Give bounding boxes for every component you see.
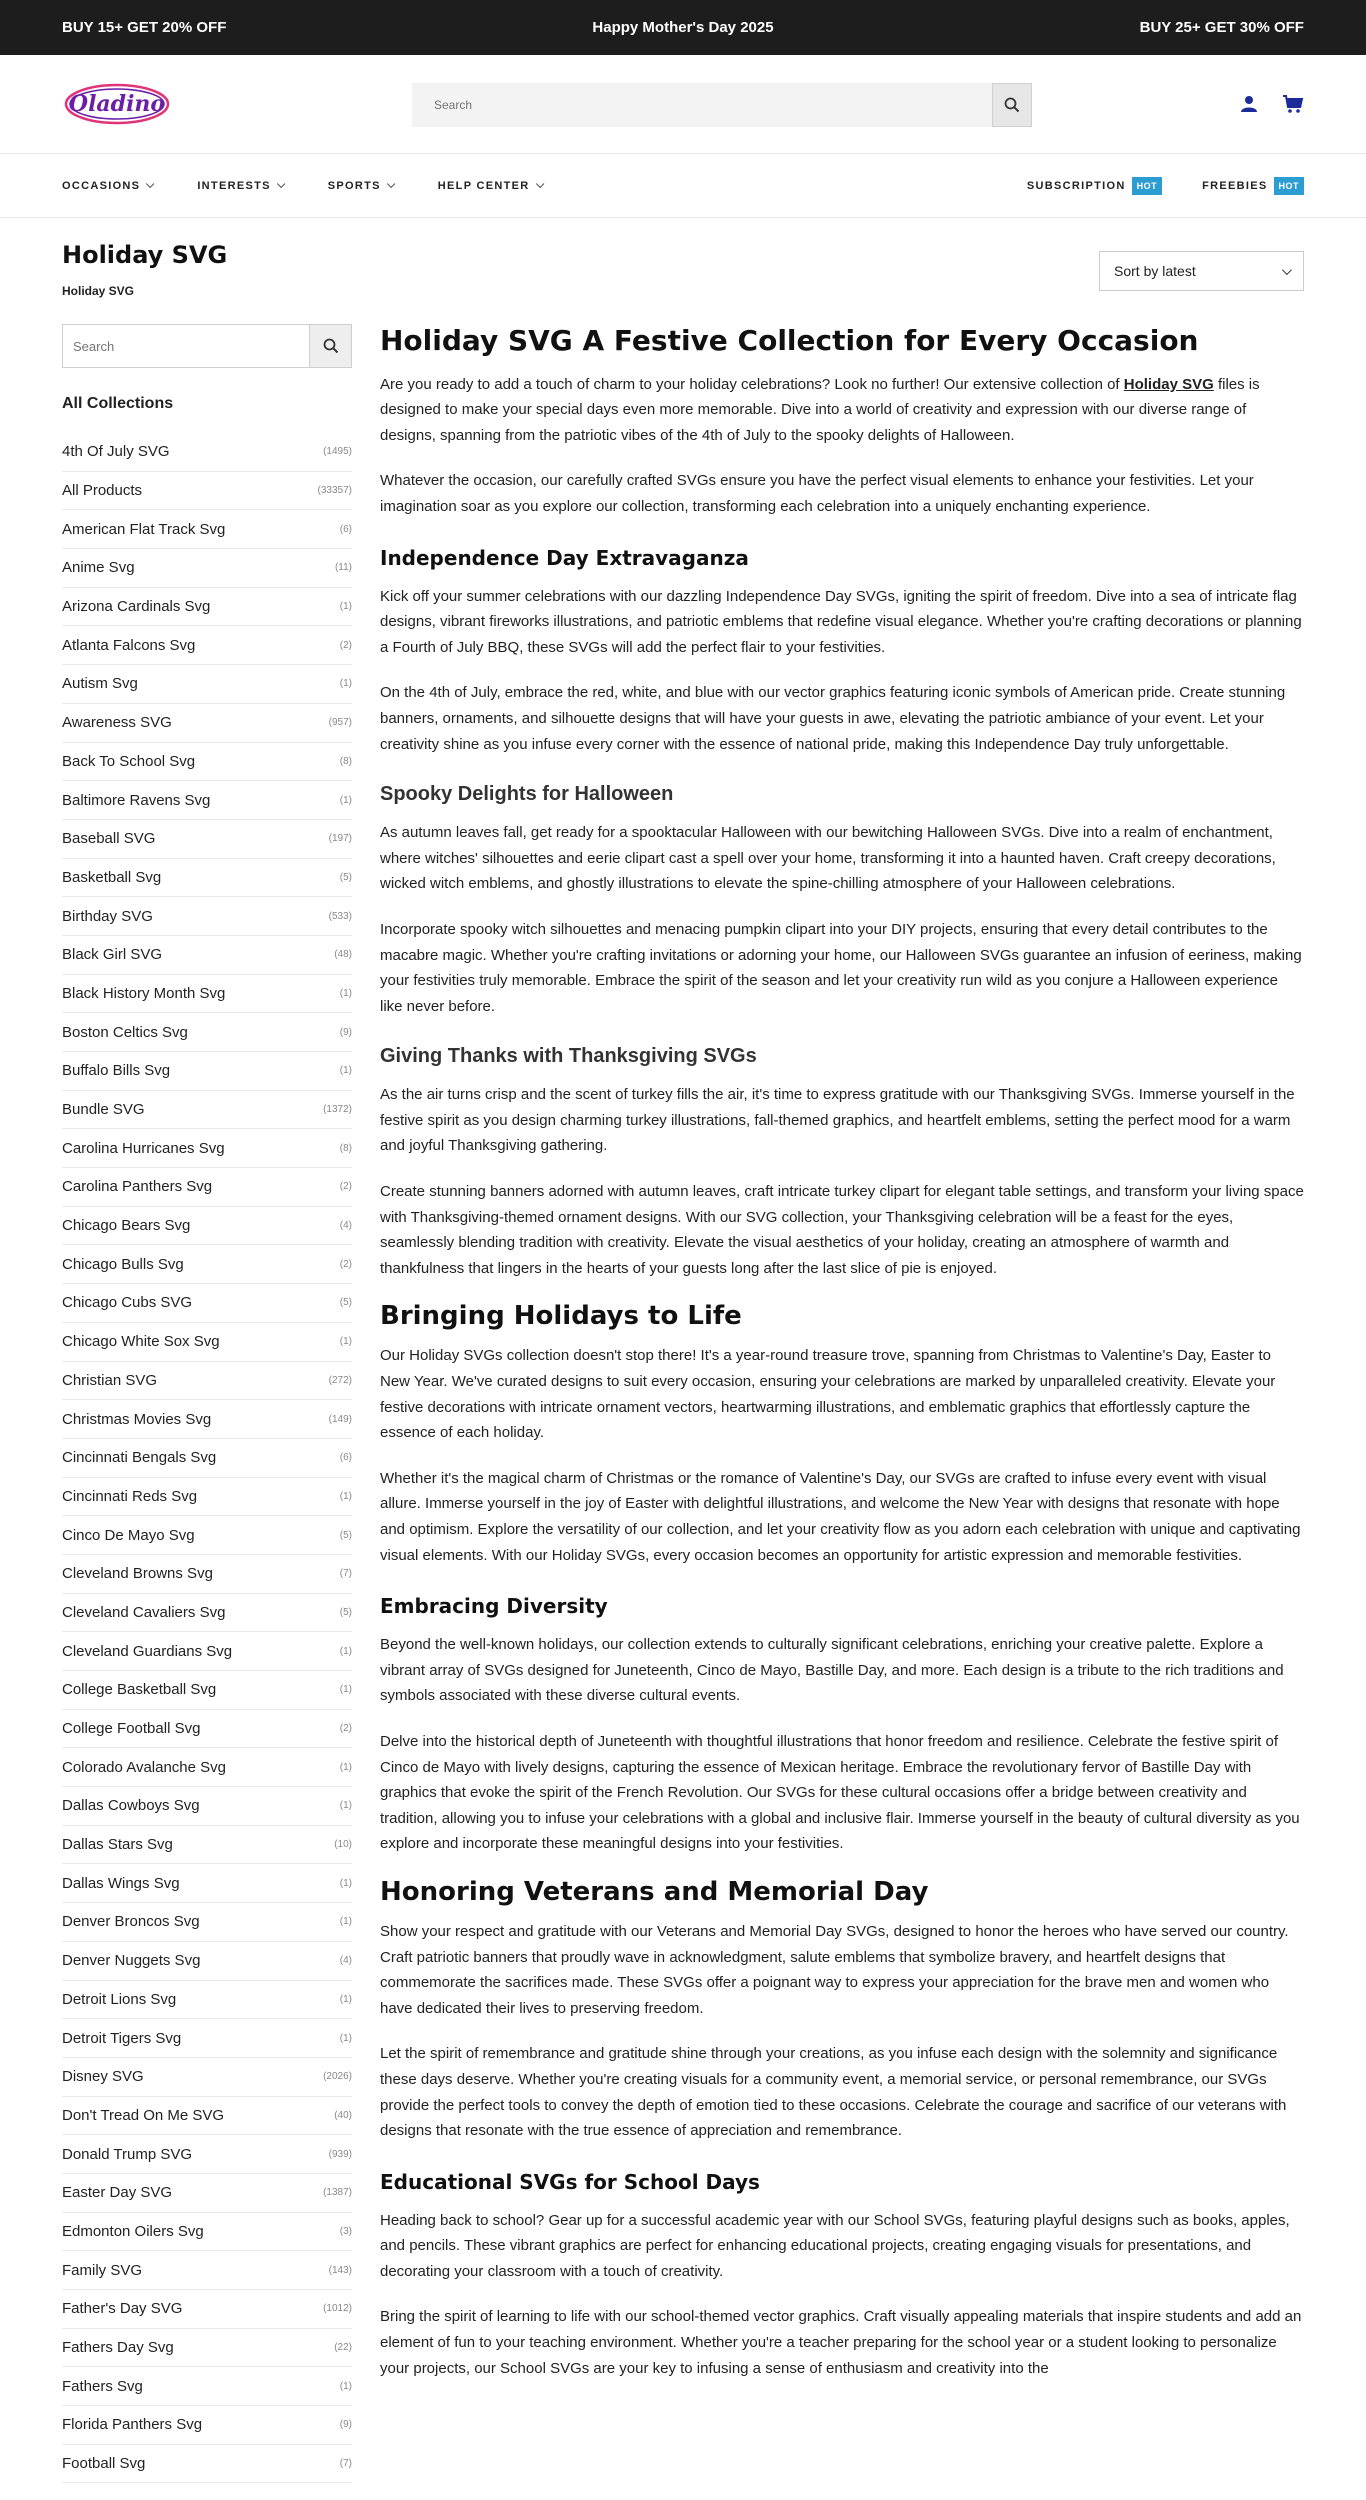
category-name: Chicago Bulls Svg <box>62 1255 184 1273</box>
category-item[interactable] <box>62 820 352 859</box>
category-count: (197) <box>328 833 352 845</box>
category-name: Don't Tread On Me SVG <box>62 2106 225 2124</box>
section-heading: Giving Thanks with Thanksgiving SVGs <box>380 1045 757 1068</box>
category-name: Dallas Cowboys Svg <box>62 1797 200 1815</box>
nav-freebies-label: FREEBIES <box>1202 180 1268 192</box>
category-item[interactable] <box>62 2058 352 2097</box>
site-logo[interactable] <box>62 79 172 129</box>
sort-select-value: Sort by latest <box>1114 263 1196 279</box>
category-count: (1) <box>339 987 352 999</box>
category-count: (7) <box>339 2458 352 2470</box>
category-count: (2) <box>339 1723 352 1735</box>
nav-help-center[interactable] <box>438 180 541 192</box>
category-name: Chicago Cubs SVG <box>62 1294 193 1312</box>
category-count: (48) <box>334 949 352 961</box>
category-item[interactable] <box>62 704 352 743</box>
category-item[interactable] <box>62 1284 352 1323</box>
paragraph: Kick off your summer celebrations with our dazzling Independence Day SVGs, igniting the spirit of freedom. Dive into a sea of intricate flag designs, vibrant fireworks illustrations, and patriotic emblems that redefine visual elegance. Whether you're crafting decorations or planning a Fourth of July BBQ, these SVGs will add the perfect flair to your festivities. <box>380 587 1302 656</box>
category-item[interactable] <box>62 1207 352 1246</box>
category-item[interactable] <box>62 2329 352 2368</box>
category-name: Disney SVG <box>62 2068 144 2086</box>
category-item[interactable] <box>62 1787 352 1826</box>
category-name: Cincinnati Bengals Svg <box>62 1449 217 1467</box>
category-count: (143) <box>328 2264 352 2276</box>
category-count: (1) <box>339 2380 352 2392</box>
category-list <box>62 433 352 2483</box>
category-name: Basketball Svg <box>62 868 162 886</box>
category-count: (272) <box>328 1374 352 1386</box>
category-name: Denver Nuggets Svg <box>62 1952 201 1970</box>
category-name: Dallas Wings Svg <box>62 1874 180 1892</box>
paragraph: Delve into the historical depth of Juneteenth with thoughtful illustrations that honor freedom and resilience. Celebrate the festive spirit of Cinco de Mayo with lively designs, capturing the essence of Mexican heritage. Embrace the revolutionary fervor of Bastille Day with graphics that evoke the spirit of the French Revolution. Our SVGs for these cultural occasions offer a bridge between creativity and tradition, allowing you to infuse your celebrations with a global and inclusive flair. Immerse yourself in the beauty of cultural diversity as you explore and incorporate these meaningful designs into your festivities. <box>380 1732 1300 1853</box>
category-item[interactable] <box>62 859 352 898</box>
category-name: Donald Trump SVG <box>62 2145 193 2163</box>
category-count: (6) <box>339 1452 352 1464</box>
article <box>380 324 1304 2401</box>
category-name: Florida Panthers Svg <box>62 2416 203 2434</box>
category-count: (3) <box>339 2225 352 2237</box>
category-item[interactable] <box>62 1013 352 1052</box>
search-icon <box>1004 97 1020 113</box>
category-item[interactable] <box>62 1710 352 1749</box>
category-item[interactable] <box>62 2135 352 2174</box>
chevron-down-icon <box>1282 265 1292 275</box>
category-name: All Products <box>62 482 143 500</box>
category-count: (1) <box>339 1490 352 1502</box>
category-count: (1) <box>339 601 352 613</box>
category-name: Black Girl SVG <box>62 946 163 964</box>
category-item[interactable] <box>62 1671 352 1710</box>
category-name: Colorado Avalanche Svg <box>62 1758 227 1776</box>
category-name: Fathers Svg <box>62 2377 143 2395</box>
category-count: (40) <box>334 2109 352 2121</box>
category-item[interactable] <box>62 1748 352 1787</box>
cart-icon <box>1282 94 1304 114</box>
category-item[interactable] <box>62 1981 352 2020</box>
category-count: (9) <box>339 2419 352 2431</box>
nav-freebies[interactable] <box>1202 177 1304 195</box>
category-name: Cleveland Browns Svg <box>62 1565 213 1583</box>
category-name: Denver Broncos Svg <box>62 1913 200 1931</box>
category-count: (2) <box>339 1181 352 1193</box>
category-count: (1) <box>339 1800 352 1812</box>
nav-sports-label: SPORTS <box>327 179 381 192</box>
category-count: (9) <box>339 1026 352 1038</box>
category-name: Cinco De Mayo Svg <box>62 1526 195 1544</box>
section-heading: Independence Day Extravaganza <box>380 545 749 570</box>
intro-text: files is designed to make your special days even more memorable. Dive into a world of creativity and expression with our diverse range of designs, spanning from the patriotic vibes of the 4th of July to the spooky delights of Halloween. <box>380 375 1260 444</box>
category-count: (1) <box>339 1645 352 1657</box>
category-name: Detroit Lions Svg <box>62 1990 177 2008</box>
category-name: Anime Svg <box>62 559 135 577</box>
category-item[interactable] <box>62 743 352 782</box>
sidebar-title: All Collections <box>62 395 174 412</box>
category-name: American Flat Track Svg <box>62 520 226 538</box>
category-name: Fathers Day Svg <box>62 2339 174 2357</box>
section-heading-large: Bringing Holidays to Life <box>380 1301 742 1332</box>
header-search <box>412 83 1032 127</box>
nav-subscription-label: SUBSCRIPTION <box>1026 180 1126 192</box>
chevron-down-icon <box>277 179 285 187</box>
category-count: (1) <box>339 1065 352 1077</box>
category-item[interactable] <box>62 936 352 975</box>
category-name: Carolina Panthers Svg <box>62 1178 213 1196</box>
category-count: (1) <box>339 1684 352 1696</box>
category-item[interactable] <box>62 1400 352 1439</box>
category-name: Cleveland Guardians Svg <box>62 1642 233 1660</box>
promo-bar <box>0 0 1366 55</box>
category-name: Cincinnati Reds Svg <box>62 1487 198 1505</box>
category-name: Bundle SVG <box>62 1101 145 1119</box>
paragraph: Heading back to school? Gear up for a successful academic year with our School SVGs, featuring playful designs such as books, apples, and pencils. These vibrant graphics are perfect for enhancing educational projects, creating engaging visuals for presentations, and decorating your classroom with a touch of creativity. <box>380 2211 1290 2280</box>
nav-interests[interactable] <box>197 180 281 192</box>
category-item[interactable] <box>62 510 352 549</box>
category-count: (1495) <box>323 446 352 458</box>
category-count: (533) <box>328 910 352 922</box>
intro-text: Are you ready to add a touch of charm to your holiday celebrations? Look no further! Our extensive collection of <box>380 375 1124 393</box>
paragraph: Create stunning banners adorned with autumn leaves, craft intricate turkey clipart for elegant table settings, and transform your living space with Thanksgiving-themed ornament designs. With our SVG collection, your Thanksgiving celebration will be a feast for the eyes, seamlessly blending tradition with creativity. Elevate the visual aesthetics of your holiday, creating an atmosphere of warmth and thankfulness that lingers in the hearts of your guests long after the last slice of pie is enjoyed. <box>380 1183 1304 1277</box>
category-name: Atlanta Falcons Svg <box>62 636 196 654</box>
paragraph: Incorporate spooky witch silhouettes and menacing pumpkin clipart into your DIY projects, ensuring that every detail contributes to the macabre magic. Whether you're crafting invitations or adorning your home, our Halloween SVGs guarantee an infusion of eeriness, making your festivities truly memorable. Embrace the spirit of the season and let your creativity run wild as you conjure a Halloween experience like never before. <box>380 920 1302 1015</box>
category-count: (1) <box>339 678 352 690</box>
category-item[interactable] <box>62 1091 352 1130</box>
category-count: (10) <box>334 1839 352 1851</box>
category-name: Baseball SVG <box>62 830 156 848</box>
category-name: Edmonton Oilers Svg <box>62 2222 204 2240</box>
nav-help-center-label: HELP CENTER <box>437 179 530 192</box>
sort-select[interactable] <box>1099 251 1304 291</box>
category-item[interactable] <box>62 2406 352 2445</box>
category-item[interactable] <box>62 1439 352 1478</box>
header-icons <box>1238 93 1304 115</box>
page-title: Holiday SVG <box>62 241 228 269</box>
category-item[interactable] <box>62 588 352 627</box>
sidebar-search-input[interactable] <box>63 325 309 367</box>
category-name: Christmas Movies Svg <box>62 1410 212 1428</box>
category-count: (1) <box>339 1877 352 1889</box>
category-name: Father's Day SVG <box>62 2300 183 2318</box>
promo-left: BUY 15+ GET 20% OFF <box>62 19 227 36</box>
category-name: Birthday SVG <box>62 907 153 925</box>
paragraph: Bring the spirit of learning to life with our school-themed vector graphics. Craft visually appealing materials that inspire students and add an element of fun to your teaching environment. Whether you're a teacher preparing for the school year or a student looking to personalize your projects, our School SVGs are your key to infusing a sense of enthusiasm and creativity into the <box>380 2308 1302 2377</box>
paragraph: Let the spirit of remembrance and gratitude shine through your creations, as you infuse each design with the solemnity and significance these days deserve. Whether you're creating visuals for a community event, a memorial service, or personal remembrance, our SVGs provide the perfect tools to convey the depth of emotion tied to these occasions. Celebrate the courage and sacrifice of our veterans with designs that resonate with the true essence of appreciation and remembrance. <box>380 2045 1287 2140</box>
category-count: (22) <box>334 2342 352 2354</box>
chevron-down-icon <box>387 179 395 187</box>
category-item[interactable] <box>62 2290 352 2329</box>
hot-badge: HOT <box>1274 177 1305 195</box>
category-item[interactable] <box>62 1323 352 1362</box>
category-count: (957) <box>328 717 352 729</box>
search-icon <box>323 338 339 354</box>
category-name: Boston Celtics Svg <box>62 1023 188 1041</box>
svg-text:Oladino: Oladino <box>68 91 166 117</box>
header-search-input[interactable] <box>412 83 992 127</box>
category-count: (5) <box>339 1529 352 1541</box>
category-count: (4) <box>339 1955 352 1967</box>
category-item[interactable] <box>62 2097 352 2136</box>
category-item[interactable] <box>62 1632 352 1671</box>
article-intro <box>380 372 1304 449</box>
category-name: Family SVG <box>62 2261 143 2279</box>
category-count: (5) <box>339 1297 352 1309</box>
category-name: Cleveland Cavaliers Svg <box>62 1603 226 1621</box>
category-name: Football Svg <box>62 2455 146 2473</box>
logo-icon <box>63 80 171 128</box>
category-name: Easter Day SVG <box>62 2184 173 2202</box>
paragraph: As the air turns crisp and the scent of turkey fills the air, it's time to express gratitude with our Thanksgiving SVGs. Immerse yourself in the festive spirit as you design charming turkey illustrations, fall-themed graphics, and heartfelt emblems, setting the perfect mood for a warm and joyful Thanksgiving gathering. <box>380 1086 1295 1155</box>
paragraph: As autumn leaves fall, get ready for a spooktacular Halloween with our bewitching Halloween SVGs. Dive into a realm of enchantment, where witches' silhouettes and eerie clipart cast a spell over your home, transforming it into a haunted haven. Craft creepy decorations, wicked witch emblems, and ghostly illustrations to elevate the spine-chilling atmosphere of your Halloween celebrations. <box>380 824 1276 893</box>
category-name: Chicago White Sox Svg <box>62 1333 220 1351</box>
category-name: Christian SVG <box>62 1371 158 1389</box>
category-name: Baltimore Ravens Svg <box>62 791 211 809</box>
category-count: (11) <box>334 562 352 574</box>
paragraph: Beyond the well-known holidays, our collection extends to culturally significant celebrations, enriching your creative palette. Explore a vibrant array of SVGs designed for Juneteenth, Cinco de Mayo, Bastille Day, and more. Each design is a tribute to the rich traditions and symbols associated with these diverse cultural events. <box>380 1636 1284 1705</box>
category-name: Dallas Stars Svg <box>62 1836 173 1854</box>
category-item[interactable] <box>62 1555 352 1594</box>
section-heading: Spooky Delights for Halloween <box>380 783 674 806</box>
section-heading: Educational SVGs for School Days <box>380 2169 760 2194</box>
category-name: College Basketball Svg <box>62 1681 217 1699</box>
category-item[interactable] <box>62 781 352 820</box>
category-name: Black History Month Svg <box>62 984 226 1002</box>
nav-occasions[interactable] <box>62 180 151 192</box>
category-item[interactable] <box>62 1478 352 1517</box>
category-item[interactable] <box>62 665 352 704</box>
breadcrumb[interactable]: Holiday SVG <box>62 284 135 298</box>
paragraph: Whatever the occasion, our carefully crafted SVGs ensure you have the perfect visual elements to enhance your festivities. Let your imagination soar as you explore our collection, transforming each celebration into a uniquely enchanting experience. <box>380 472 1254 515</box>
category-name: 4th Of July SVG <box>62 443 170 461</box>
category-count: (1) <box>339 794 352 806</box>
hot-badge: HOT <box>1132 177 1163 195</box>
category-count: (8) <box>339 755 352 767</box>
category-count: (1) <box>339 1993 352 2005</box>
chevron-down-icon <box>146 179 154 187</box>
category-count: (2) <box>339 639 352 651</box>
main-nav <box>0 154 1366 218</box>
paragraph: On the 4th of July, embrace the red, white, and blue with our vector graphics featuring iconic symbols of American pride. Create stunning banners, ornaments, and silhouette designs that will have your guests in awe, elevating the patriotic ambiance of your event. Let your creativity shine as you infuse every corner with the essence of national pride, making this Independence Day truly unforgettable. <box>380 684 1286 753</box>
promo-right: BUY 25+ GET 30% OFF <box>1139 19 1304 36</box>
category-count: (1387) <box>323 2187 352 2199</box>
page-heading <box>0 218 1366 324</box>
category-item[interactable] <box>62 2019 352 2058</box>
category-count: (2026) <box>323 2071 352 2083</box>
category-item[interactable] <box>62 1826 352 1865</box>
category-name: Autism Svg <box>62 675 138 693</box>
category-count: (939) <box>328 2148 352 2160</box>
sidebar <box>62 324 352 2483</box>
paragraph: Our Holiday SVGs collection doesn't stop there! It's a year-round treasure trove, spanning from Christmas to Valentine's Day, Easter to New Year. We've curated designs to suit every occasion, ensuring your celebrations are marked by unparalleled creativity. Elevate your festive decorations with intricate ornament vectors, heartwarming illustrations, and emblematic graphics that effortlessly capture the essence of each holiday. <box>380 1347 1276 1442</box>
category-count: (33357) <box>317 485 352 497</box>
category-item[interactable] <box>62 2213 352 2252</box>
category-item[interactable] <box>62 1168 352 1207</box>
category-name: Back To School Svg <box>62 752 196 770</box>
sidebar-search <box>62 324 352 368</box>
user-icon <box>1240 95 1258 113</box>
nav-interests-label: INTERESTS <box>197 179 271 192</box>
category-item[interactable] <box>62 433 352 472</box>
category-count: (2) <box>339 1258 352 1270</box>
category-item[interactable] <box>62 2367 352 2406</box>
account-button[interactable] <box>1238 93 1260 115</box>
paragraph: Whether it's the magical charm of Christmas or the romance of Valentine's Day, our SVGs are crafted to infuse every event with visual allure. Immerse yourself in the joy of Easter with delightful illustrations, and welcome the New Year with designs that resonate with hope and optimism. Explore the versatility of our collection, and let your creativity flow as you adorn each celebration with unique and captivating visual elements. With our Holiday SVGs, every occasion becomes an opportunity for artistic expression and memorable festivities. <box>380 1469 1301 1564</box>
nav-sports[interactable] <box>328 180 392 192</box>
nav-subscription[interactable] <box>1027 177 1162 195</box>
category-item[interactable] <box>62 1052 352 1091</box>
category-item[interactable] <box>62 2445 352 2484</box>
category-item[interactable] <box>62 549 352 588</box>
category-item[interactable] <box>62 626 352 665</box>
header-search-button[interactable] <box>992 83 1032 127</box>
category-item[interactable] <box>62 1942 352 1981</box>
category-item[interactable] <box>62 1516 352 1555</box>
sidebar-search-button[interactable] <box>309 325 351 367</box>
category-name: College Football Svg <box>62 1720 201 1738</box>
category-name: Awareness SVG <box>62 714 172 732</box>
category-count: (1) <box>339 1761 352 1773</box>
category-name: Detroit Tigers Svg <box>62 2029 182 2047</box>
section-heading-large: Honoring Veterans and Memorial Day <box>380 1876 929 1907</box>
category-item[interactable] <box>62 1245 352 1284</box>
category-count: (4) <box>339 1220 352 1232</box>
nav-right <box>1027 154 1304 218</box>
category-count: (5) <box>339 1606 352 1618</box>
promo-center: Happy Mother's Day 2025 <box>592 19 774 36</box>
holiday-svg-link[interactable]: Holiday SVG <box>1123 375 1214 393</box>
category-name: Carolina Hurricanes Svg <box>62 1139 225 1157</box>
category-name: Arizona Cardinals Svg <box>62 598 211 616</box>
category-item[interactable] <box>62 1594 352 1633</box>
category-item[interactable] <box>62 2251 352 2290</box>
category-item[interactable] <box>62 1903 352 1942</box>
category-count: (149) <box>328 1413 352 1425</box>
section-heading: Embracing Diversity <box>380 1594 608 1619</box>
category-name: Chicago Bears Svg <box>62 1217 191 1235</box>
paragraph: Show your respect and gratitude with our Veterans and Memorial Day SVGs, designed to honor the heroes who have served our country. Craft patriotic banners that proudly wave in acknowledgment, salute emblems that symbolize bravery, and heartfelt designs that commemorate the sacrifices made. These SVGs offer a poignant way to express your appreciation for the brave men and women who have dedicated their lives to preserving freedom. <box>380 1922 1289 2017</box>
category-item[interactable] <box>62 472 352 511</box>
category-count: (8) <box>339 1142 352 1154</box>
category-item[interactable] <box>62 897 352 936</box>
category-name: Buffalo Bills Svg <box>62 1062 171 1080</box>
category-count: (5) <box>339 871 352 883</box>
category-count: (7) <box>339 1568 352 1580</box>
category-item[interactable] <box>62 1362 352 1401</box>
cart-button[interactable] <box>1282 93 1304 115</box>
category-count: (1) <box>339 1336 352 1348</box>
category-item[interactable] <box>62 1864 352 1903</box>
category-count: (1) <box>339 2032 352 2044</box>
category-count: (1012) <box>323 2303 352 2315</box>
category-item[interactable] <box>62 1129 352 1168</box>
category-count: (6) <box>339 523 352 535</box>
category-count: (1372) <box>323 1104 352 1116</box>
article-title: Holiday SVG A Festive Collection for Every Occasion <box>380 324 1199 357</box>
category-count: (1) <box>339 1916 352 1928</box>
category-item[interactable] <box>62 2174 352 2213</box>
site-header <box>0 55 1366 154</box>
chevron-down-icon <box>535 179 543 187</box>
nav-occasions-label: OCCASIONS <box>62 179 141 192</box>
category-item[interactable] <box>62 975 352 1014</box>
